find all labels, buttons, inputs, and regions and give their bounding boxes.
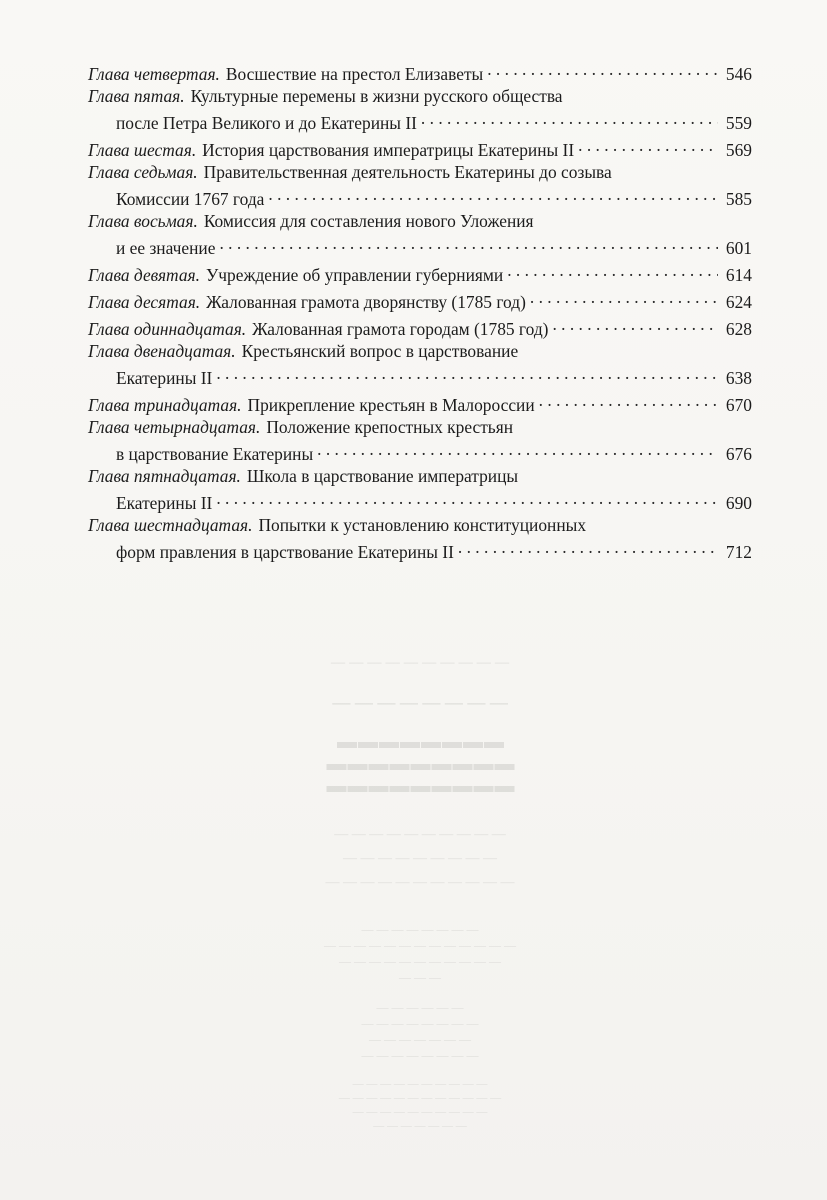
chapter-number: Глава одиннадцатая. xyxy=(88,319,247,339)
chapter-title: Положение крепостных крестьян xyxy=(266,417,514,437)
chapter-title: Крестьянский вопрос в царствование xyxy=(241,341,519,361)
toc-entry xyxy=(88,259,752,286)
page-number: 559 xyxy=(725,113,752,133)
chapter-title: Прикрепление крестьян в Малороссии xyxy=(247,395,535,415)
leader-dots xyxy=(539,389,718,411)
chapter-number: Глава шестая. xyxy=(88,140,197,160)
chapter-title: Комиссия для составления нового Уложения xyxy=(203,211,534,231)
page-number: 546 xyxy=(725,64,752,84)
leader-dots xyxy=(507,259,718,281)
chapter-title: Правительственная деятельность Екатерины до созыва xyxy=(203,162,612,182)
leader-dots xyxy=(216,487,718,509)
leader-dots xyxy=(219,232,718,254)
page-number: 614 xyxy=(725,265,752,285)
chapter-number: Глава четырнадцатая. xyxy=(88,417,261,437)
leader-dots xyxy=(578,134,718,156)
toc-entry xyxy=(88,313,752,340)
chapter-number: Глава пятая. xyxy=(88,86,185,106)
chapter-title: Школа в царствование императрицы xyxy=(246,466,519,486)
toc-entry xyxy=(88,161,752,210)
toc-entry xyxy=(88,514,752,563)
leader-dots xyxy=(487,58,718,80)
toc-entry xyxy=(88,416,752,465)
chapter-title-continuation: форм правления в царствование Екатерины II xyxy=(116,542,454,562)
chapter-title: Культурные перемены в жизни русского общества xyxy=(190,86,563,106)
table-of-contents xyxy=(88,58,752,563)
chapter-title-continuation: Екатерины II xyxy=(116,368,213,388)
chapter-title: Жалованная грамота дворянству (1785 год) xyxy=(206,292,526,312)
chapter-number: Глава двенадцатая. xyxy=(88,341,236,361)
leader-dots xyxy=(552,313,718,335)
page-number: 670 xyxy=(725,395,752,415)
leader-dots xyxy=(530,286,718,308)
chapter-number: Глава восьмая. xyxy=(88,211,198,231)
chapter-number: Глава девятая. xyxy=(88,265,200,285)
toc-entry xyxy=(88,134,752,161)
chapter-title: Жалованная грамота городам (1785 год) xyxy=(252,319,549,339)
chapter-number: Глава шестнадцатая. xyxy=(88,515,253,535)
leader-dots xyxy=(458,536,718,558)
page-number: 601 xyxy=(725,238,752,258)
page-number: 624 xyxy=(725,292,752,312)
toc-entry xyxy=(88,389,752,416)
page-number: 712 xyxy=(725,542,752,562)
toc-entry xyxy=(88,465,752,514)
chapter-title-continuation: Комиссии 1767 года xyxy=(116,189,265,209)
chapter-number: Глава десятая. xyxy=(88,292,201,312)
leader-dots xyxy=(216,362,718,384)
bleed-through-imprint: — — — — — — — — — — — — — — — — — — ▬▬▬▬▬▬▬▬ ▬▬▬▬▬▬▬▬▬ ▬▬▬▬▬▬▬▬▬ — — — — — — — — — — — — — — — — — — — — — — — — — — — — — — — — — — — — — — — — — — — — — — — — — — — — — — — — — — — — — — — — — — — — — — — — — — — — — — — — — — — — — — — — — — — — — — — — — — — — — — — — — — — — — — — — — — — — — — — — — — — — — — — — — — — — — xyxy=(324,654,516,1132)
toc-entry xyxy=(88,85,752,134)
page-number: 638 xyxy=(725,368,752,388)
page-number: 585 xyxy=(725,189,752,209)
toc-entry xyxy=(88,286,752,313)
toc-entry xyxy=(88,340,752,389)
chapter-title-continuation: Екатерины II xyxy=(116,493,213,513)
toc-entry xyxy=(88,210,752,259)
page-number: 569 xyxy=(725,140,752,160)
chapter-title: Попытки к установлению конституционных xyxy=(258,515,587,535)
page-number: 690 xyxy=(725,493,752,513)
chapter-title-continuation: и ее значение xyxy=(116,238,216,258)
page-number: 676 xyxy=(725,444,752,464)
page-number: 628 xyxy=(725,319,752,339)
chapter-number: Глава четвертая. xyxy=(88,64,220,84)
chapter-title: Восшествие на престол Елизаветы xyxy=(225,64,484,84)
chapter-title-continuation: после Петра Великого и до Екатерины II xyxy=(116,113,417,133)
toc-entry xyxy=(88,58,752,85)
chapter-number: Глава седьмая. xyxy=(88,162,198,182)
leader-dots xyxy=(268,183,718,205)
leader-dots xyxy=(317,438,718,460)
chapter-number: Глава тринадцатая. xyxy=(88,395,242,415)
chapter-title-continuation: в царствование Екатерины xyxy=(116,444,314,464)
chapter-title: История царствования императрицы Екатерины II xyxy=(202,140,575,160)
leader-dots xyxy=(421,107,718,129)
chapter-number: Глава пятнадцатая. xyxy=(88,466,241,486)
chapter-title: Учреждение об управлении губерниями xyxy=(205,265,504,285)
